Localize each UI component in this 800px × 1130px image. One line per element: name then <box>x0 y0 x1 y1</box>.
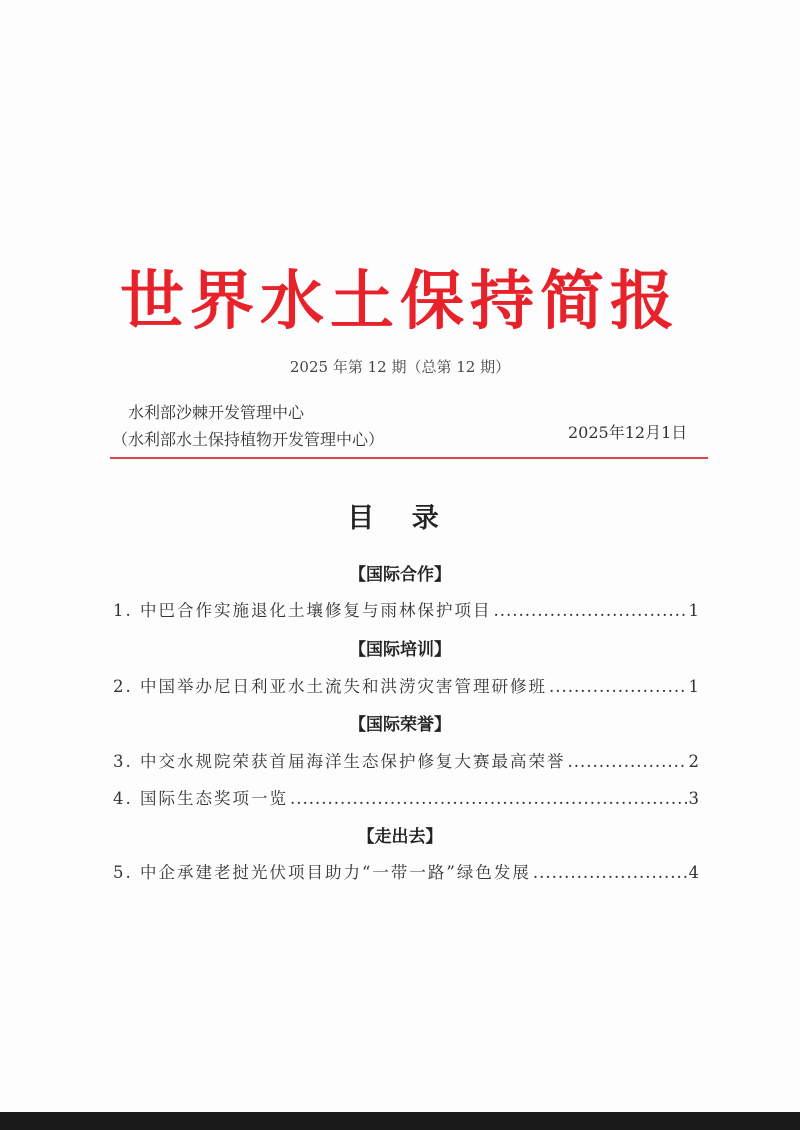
toc-entry[interactable] <box>113 748 699 772</box>
toc-section-heading: 【国际合作】 <box>349 565 451 585</box>
toc-entry[interactable] <box>113 673 699 697</box>
scan-edge <box>0 1112 800 1130</box>
toc-entry-page: 1 <box>688 677 699 696</box>
issue-number: 2025 年第 12 期（总第 12 期） <box>289 358 511 376</box>
toc-entry-page: 2 <box>688 752 699 771</box>
header-divider <box>110 457 708 459</box>
toc-entry[interactable] <box>113 859 699 883</box>
toc-title: 目 录 <box>347 503 453 534</box>
leader-dots <box>494 601 687 620</box>
toc-entry[interactable] <box>113 785 699 809</box>
toc-section-heading: 【国际培训】 <box>349 640 451 660</box>
publisher-name: 水利部沙棘开发管理中心 <box>128 403 305 422</box>
toc-entry-page: 4 <box>688 863 699 882</box>
toc-entry-text: 5. 中企承建老挝光伏项目助力“一带一路”绿色发展 <box>113 863 531 882</box>
publish-date: 2025年12月1日 <box>568 423 688 442</box>
toc-entry-text: 1. 中巴合作实施退化土壤修复与雨林保护项目 <box>113 601 492 620</box>
leader-dots <box>533 863 687 882</box>
toc-entry-text: 4. 国际生态奖项一览 <box>113 789 288 808</box>
bulletin-title: 世界水土保持简报 <box>120 264 680 339</box>
toc-entry-text: 2. 中国举办尼日利亚水土流失和洪涝灾害管理研修班 <box>113 677 547 696</box>
leader-dots <box>549 677 687 696</box>
toc-entry-page: 1 <box>688 601 699 620</box>
toc-entry-text: 3. 中交水规院荣获首届海洋生态保护修复大赛最高荣誉 <box>113 752 566 771</box>
toc-section-heading: 【走出去】 <box>357 827 443 847</box>
toc-entry-page: 3 <box>688 789 699 808</box>
publisher-alt-name: （水利部水土保持植物开发管理中心） <box>112 430 385 449</box>
toc-entry[interactable] <box>113 597 699 621</box>
leader-dots <box>568 752 687 771</box>
leader-dots <box>290 789 687 808</box>
toc-section-heading: 【国际荣誉】 <box>349 715 451 735</box>
